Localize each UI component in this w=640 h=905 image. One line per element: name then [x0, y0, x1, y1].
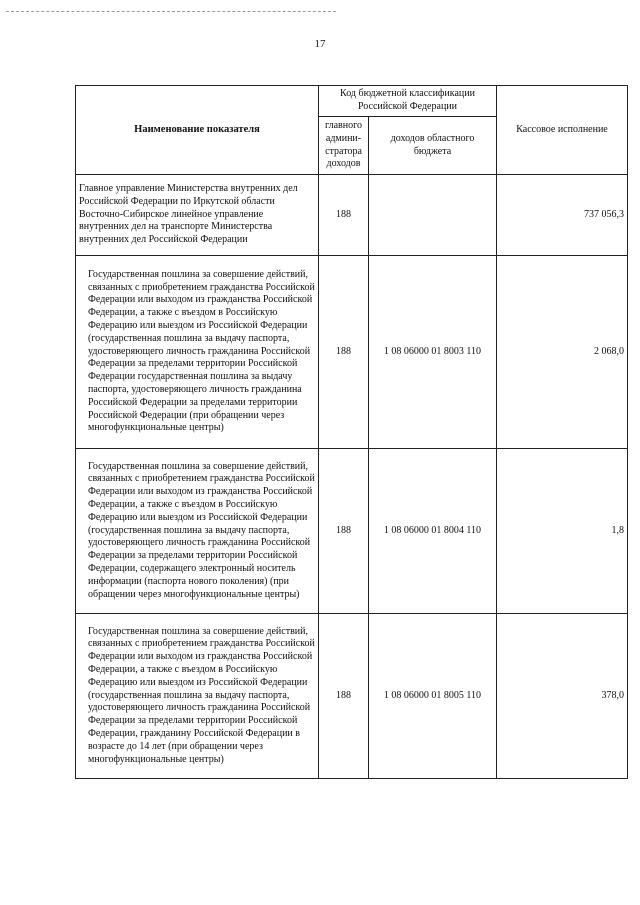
- row-code: 1 08 06000 01 8003 110: [369, 256, 497, 449]
- row-value: 2 068,0: [497, 256, 628, 449]
- table-row: [76, 256, 628, 449]
- row-value: 737 056,3: [497, 175, 628, 256]
- row-name-line: Восточно-Сибирское линейное управление внутренних дел на транспорте Министерства внутренних дел Российской Федерации: [79, 208, 273, 246]
- header-row-top: [76, 86, 628, 117]
- row-name: [76, 175, 319, 256]
- row-code: [369, 175, 497, 256]
- header-execution: Кассовое исполнение: [497, 86, 628, 175]
- budget-table: [75, 85, 628, 779]
- row-name: Государственная пошлина за совершение действий, связанных с приобретением гражданства Российской Федерации или выходом из гражданства Российской Федерации, а также с въездом в Российскую Федерацию или выездом из Российской Федерации (государственная пошлина за выдачу паспорта, удостоверяющего личность гражданина Российской Федерации за пределами территории Российской Федерации, гражданину Российской Федерации в возрасте до 14 лет (при обращении через многофункциональные центры): [76, 614, 319, 779]
- table-row: [76, 614, 628, 779]
- page-number: 17: [314, 38, 326, 50]
- row-value: 378,0: [497, 614, 628, 779]
- scan-artifact-line: [6, 11, 336, 12]
- row-name: Государственная пошлина за совершение действий, связанных с приобретением гражданства Российской Федерации или выходом из гражданства Российской Федерации, а также с въездом в Российскую Федерацию или выездом из Российской Федерации (государственная пошлина за выдачу паспорта, удостоверяющего личность гражданина Российской Федерации за пределами территории Российской Федерации, содержащего электронный носитель информации (паспорта нового поколения) (при обращении через многофункциональные центры): [76, 449, 319, 614]
- table-row: [76, 175, 628, 256]
- header-income: доходов областного бюджета: [369, 117, 497, 175]
- row-name-line: Главное управление Министерства внутренних дел Российской Федерации по Иркутской области: [79, 183, 298, 207]
- row-code: 1 08 06000 01 8004 110: [369, 449, 497, 614]
- row-admin: 188: [319, 175, 369, 256]
- header-code-group: Код бюджетной классификации Российской Федерации: [319, 86, 497, 117]
- header-admin: главного админи-стратора доходов: [319, 117, 369, 175]
- row-admin: 188: [319, 614, 369, 779]
- row-value: 1,8: [497, 449, 628, 614]
- row-admin: 188: [319, 256, 369, 449]
- row-code: 1 08 06000 01 8005 110: [369, 614, 497, 779]
- table-row: [76, 449, 628, 614]
- row-admin: 188: [319, 449, 369, 614]
- header-name: Наименование показателя: [76, 86, 319, 175]
- row-name: Государственная пошлина за совершение действий, связанных с приобретением гражданства Российской Федерации или выходом из гражданства Российской Федерации, а также с въездом в Российскую Федерацию или выездом из Российской Федерации (государственная пошлина за выдачу паспорта, удостоверяющего личность гражданина Российской Федерации за пределами территории Российской Федерации государственная пошлина за выдачу паспорта, удостоверяющего личность гражданина Российской Федерации за пределами территории Российской Федерации (при обращении через многофункциональные центры): [76, 256, 319, 449]
